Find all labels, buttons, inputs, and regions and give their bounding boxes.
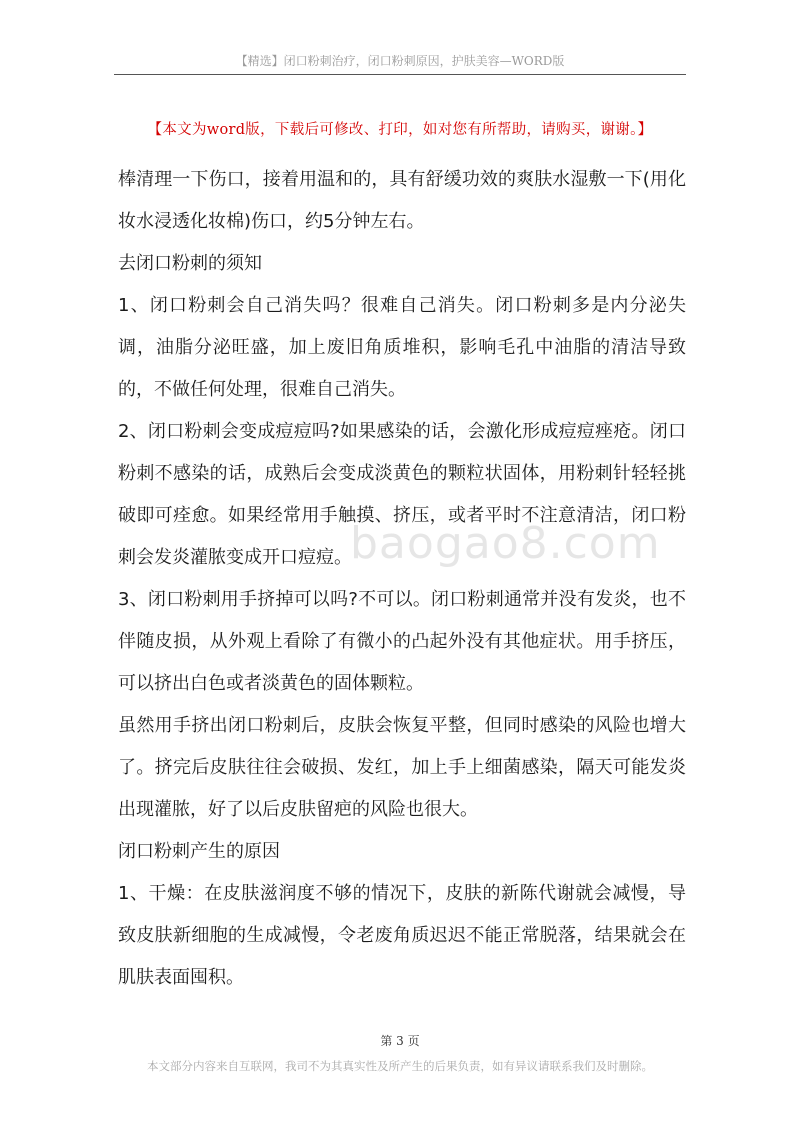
- section-heading: 去闭口粉刺的须知: [118, 253, 262, 274]
- paragraph: 虽然用手挤出闭口粉刺后，皮肤会恢复平整，但同时感染的风险也增大了。挤完后皮肤往往会破损、发红，加上手上细菌感染，隔天可能发炎出现灌脓，好了以后皮肤留疤的风险也很大。: [118, 715, 686, 820]
- download-notice: 【本文为word版，下载后可修改、打印，如对您有所帮助，请购买，谢谢。】: [147, 122, 653, 138]
- document-body: [118, 159, 686, 999]
- page-number: 第 3 页: [380, 1034, 420, 1048]
- paragraph: 棒清理一下伤口，接着用温和的，具有舒缓功效的爽肤水湿敷一下(用化妆水浸透化妆棉)伤口，约5分钟左右。: [118, 169, 686, 232]
- paragraph: 1、干燥：在皮肤滋润度不够的情况下，皮肤的新陈代谢就会减慢，导致皮肤新细胞的生成减慢，令老废角质迟迟不能正常脱落，结果就会在肌肤表面囤积。: [118, 883, 686, 988]
- section-heading: 闭口粉刺产生的原因: [118, 841, 280, 862]
- paragraph: 1、闭口粉刺会自己消失吗？很难自己消失。闭口粉刺多是内分泌失调，油脂分泌旺盛，加上废旧角质堆积，影响毛孔中油脂的清洁导致的，不做任何处理，很难自己消失。: [118, 295, 686, 400]
- paragraph: 2、闭口粉刺会变成痘痘吗?如果感染的话，会激化形成痘痘痤疮。闭口粉刺不感染的话，成熟后会变成淡黄色的颗粒状固体，用粉刺针轻轻挑破即可痊愈。如果经常用手触摸、挤压，或者平时不注意清洁，闭口粉刺会发炎灌脓变成开口痘痘。: [118, 421, 686, 568]
- page-footer: 本文部分内容来自互联网，我司不为其真实性及所产生的后果负责，如有异议请联系我们及时删除。: [147, 1059, 653, 1073]
- watermark: baogao8.com: [350, 518, 661, 569]
- header-divider: [114, 74, 686, 75]
- page-header: 【精选】闭口粉刺治疗，闭口粉刺原因，护肤美容—WORD版: [235, 54, 565, 68]
- paragraph: 3、闭口粉刺用手挤掉可以吗?不可以。闭口粉刺通常并没有发炎，也不伴随皮损，从外观上看除了有微小的凸起外没有其他症状。用手挤压，可以挤出白色或者淡黄色的固体颗粒。: [118, 589, 686, 694]
